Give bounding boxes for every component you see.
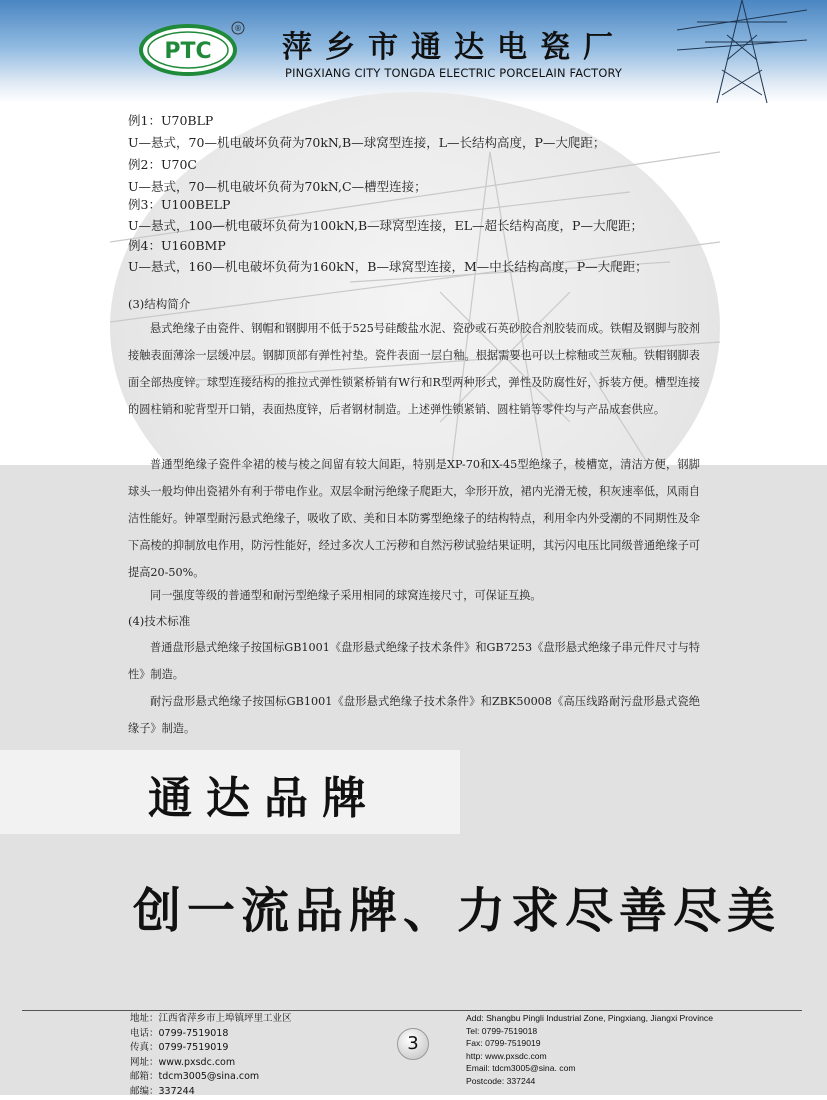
footer-divider (22, 1010, 802, 1011)
email-cn: 邮箱：tdcm3005@sina.com (130, 1071, 260, 1083)
postcode-cn: 邮编：337244 (130, 1085, 195, 1097)
transmission-tower-graphic (677, 0, 807, 103)
postcode-en: Postcode: 337244 (466, 1075, 536, 1086)
example-4-label: 例4：U160BMP (128, 238, 226, 253)
section-4-paragraph-2: 耐污盘形悬式绝缘子按国标GB1001《盘形悬式绝缘子技术条件》和ZBK50008《高压线路耐污盘形悬式瓷绝缘子》制造。 (128, 695, 700, 735)
slogan: 创一流品牌、力求尽善尽美 (133, 883, 782, 939)
phone-cn: 电话：0799-7519018 (130, 1027, 229, 1039)
example-1-label: 例1：U70BLP (128, 113, 214, 128)
company-name-cn: 萍乡市通达电瓷厂 (282, 30, 626, 65)
phone-en: Tel: 0799-7519018 (466, 1025, 538, 1036)
section-3-paragraph-1: 悬式绝缘子由瓷件、钢帽和钢脚用不低于525号硅酸盐水泥、瓷砂或石英砂胶合剂胶装而成。铁帽及钢脚与胶剂接触表面薄涂一层缓冲层。钢脚顶部有弹性衬垫。瓷件表面一层白釉。根据需要也可以上棕釉或兰灰釉。铁帽钢脚表面全部热度锌。球型连接结构的推拉式弹性锁紧桥销有W行和R型两种形式，弹性及防腐性好，拆装方便。槽型连接的圆柱销和驼背型开口销，表面热度锌，后者钢材制造。上述弹性锁紧销、圆柱销等零件均与产品成套供应。 (128, 322, 700, 416)
example-2-label: 例2：U70C (128, 157, 197, 172)
example-1-desc: U—悬式，70—机电破坏负荷为70kN,B—球窝型连接，L—长结构高度，P—大爬距； (128, 135, 606, 150)
section-3-paragraph-3: 同一强度等级的普通型和耐污型绝缘子采用相同的球窝连接尺寸，可保证互换。 (150, 589, 542, 602)
company-name-en: PINGXIANG CITY TONGDA ELECTRIC PORCELAIN FACTORY (285, 66, 623, 80)
email-en: Email: tdcm3005@sina. com (466, 1063, 576, 1074)
example-2-desc: U—悬式，70—机电破坏负荷为70kN,C—槽型连接； (128, 179, 427, 194)
fax-en: Fax: 0799-7519019 (466, 1038, 541, 1049)
page-number: 3 (397, 1028, 429, 1060)
footer-contact-en (466, 1012, 713, 1088)
ptc-logo (138, 20, 248, 78)
page-header (0, 0, 827, 103)
section-3-paragraph-2: 普通型绝缘子瓷件伞裙的棱与棱之间留有较大间距，特别是XP-70和X-45型绝缘子，棱槽宽，清洁方便，钢脚球头一般均伸出瓷裙外有利于带电作业。双层伞耐污绝缘子爬距大，伞形开放，裙内光滑无棱，积灰速率低，风雨自洁性能好。钟罩型耐污悬式绝缘子，吸收了欧、美和日本防雾型绝缘子的结构特点，利用伞内外受潮的不同期性及伞下高棱的抑制放电作用，防污性能好，经过多次人工污秽和自然污秽试验结果证明，其污闪电压比同级普通绝缘子可提高20-50%。 (128, 458, 700, 579)
example-3-desc: U—悬式，100—机电破坏负荷为100kN,B—球窝型连接，EL—超长结构高度，P—大爬距； (128, 218, 643, 233)
website-cn: 网址：www.pxsdc.com (130, 1056, 236, 1068)
registered-mark: ® (234, 24, 242, 33)
logo-text: PTC (164, 39, 212, 64)
section-4-heading: (4)技术标准 (128, 614, 191, 628)
brand-title: 通达品牌 (148, 773, 380, 824)
example-3-label: 例3：U100BELP (128, 197, 231, 212)
address-en: Add: Shangbu Pingli Industrial Zone, Pingxiang, Jiangxi Province (466, 1013, 713, 1023)
footer-contact-cn (130, 1012, 292, 1100)
address-cn: 地址：江西省萍乡市上埠镇坪里工业区 (130, 1013, 292, 1024)
section-3-heading: (3)结构简介 (128, 297, 191, 311)
website-en: http: www.pxsdc.com (466, 1050, 547, 1061)
section-4-paragraph-1: 普通盘形悬式绝缘子按国标GB1001《盘形悬式绝缘子技术条件》和GB7253《盘形悬式绝缘子串元件尺寸与特性》制造。 (128, 641, 700, 681)
example-4-desc: U—悬式，160—机电破坏负荷为160kN，B—球窝型连接，M—中长结构高度，P—大爬距； (128, 259, 648, 274)
fax-cn: 传真：0799-7519019 (130, 1042, 229, 1054)
